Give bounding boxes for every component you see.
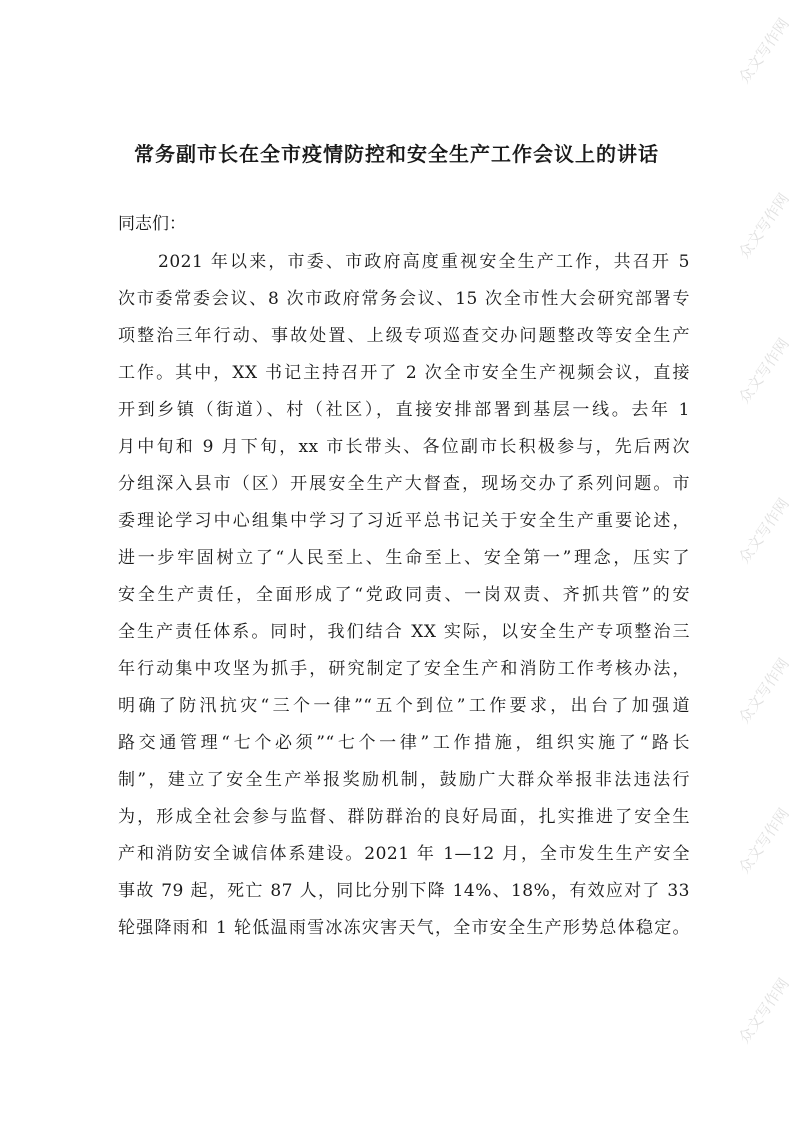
- text-line: 全生产责任体系。同时，我们结合 XX 实际，以安全生产专项整治三: [118, 622, 690, 642]
- text-line: 次市委常委会议、8 次市政府常务会议、15 次全市性大会研究部署专: [118, 289, 690, 309]
- text-line: 开到乡镇（街道）、村（社区），直接安排部署到基层一线。去年 1: [118, 400, 690, 420]
- body-paragraph: [118, 244, 690, 947]
- text-line: 为，形成全社会参与监督、群防群治的良好局面，扎实推进了安全生: [118, 807, 690, 827]
- watermark: 众文写作网: [735, 494, 793, 567]
- text-line: 明确了防汛抗灾“三个一律”“五个到位”工作要求，出台了加强道: [118, 696, 690, 716]
- watermark: 众文写作网: [735, 654, 793, 727]
- watermark: 众文写作网: [735, 189, 793, 262]
- text-line: 工作。其中，XX 书记主持召开了 2 次全市安全生产视频会议，直接: [118, 363, 690, 383]
- text-line: 项整治三年行动、事故处置、上级专项巡查交办问题整改等安全生产: [118, 326, 690, 346]
- text-line: 委理论学习中心组集中学习了习近平总书记关于安全生产重要论述，: [118, 511, 690, 531]
- watermark-column: [723, 0, 793, 1122]
- watermark: 众文写作网: [735, 14, 793, 87]
- text-line: 轮强降雨和 1 轮低温雨雪冰冻灾害天气，全市安全生产形势总体稳定。: [118, 918, 690, 938]
- text-line: 2021 年以来，市委、市政府高度重视安全生产工作，共召开 5: [158, 252, 690, 272]
- watermark: 众文写作网: [735, 334, 793, 407]
- text-line: 事故 79 起，死亡 87 人，同比分别下降 14%、18%，有效应对了 33: [118, 881, 690, 901]
- watermark: 众文写作网: [735, 974, 793, 1047]
- text-line: 年行动集中攻坚为抓手，研究制定了安全生产和消防工作考核办法，: [118, 659, 690, 679]
- text-line: 分组深入县市（区）开展安全生产大督查，现场交办了系列问题。市: [118, 474, 690, 494]
- watermark: 众文写作网: [735, 804, 793, 877]
- text-line: 制”，建立了安全生产举报奖励机制，鼓励广大群众举报非法违法行: [118, 770, 690, 790]
- salutation: 同志们：: [118, 214, 186, 234]
- text-line: 产和消防安全诚信体系建设。2021 年 1—12 月，全市发生生产安全: [118, 844, 690, 864]
- text-line: 路交通管理“七个必须”“七个一律”工作措施，组织实施了“路长: [118, 733, 690, 753]
- text-line: 月中旬和 9 月下旬，xx 市长带头、各位副市长积极参与，先后两次: [118, 437, 690, 457]
- text-line: 进一步牢固树立了“人民至上、生命至上、安全第一”理念，压实了: [118, 548, 690, 568]
- document-title: 常务副市长在全市疫情防控和安全生产工作会议上的讲话: [134, 142, 659, 166]
- text-line: 安全生产责任，全面形成了“党政同责、一岗双责、齐抓共管”的安: [118, 585, 690, 605]
